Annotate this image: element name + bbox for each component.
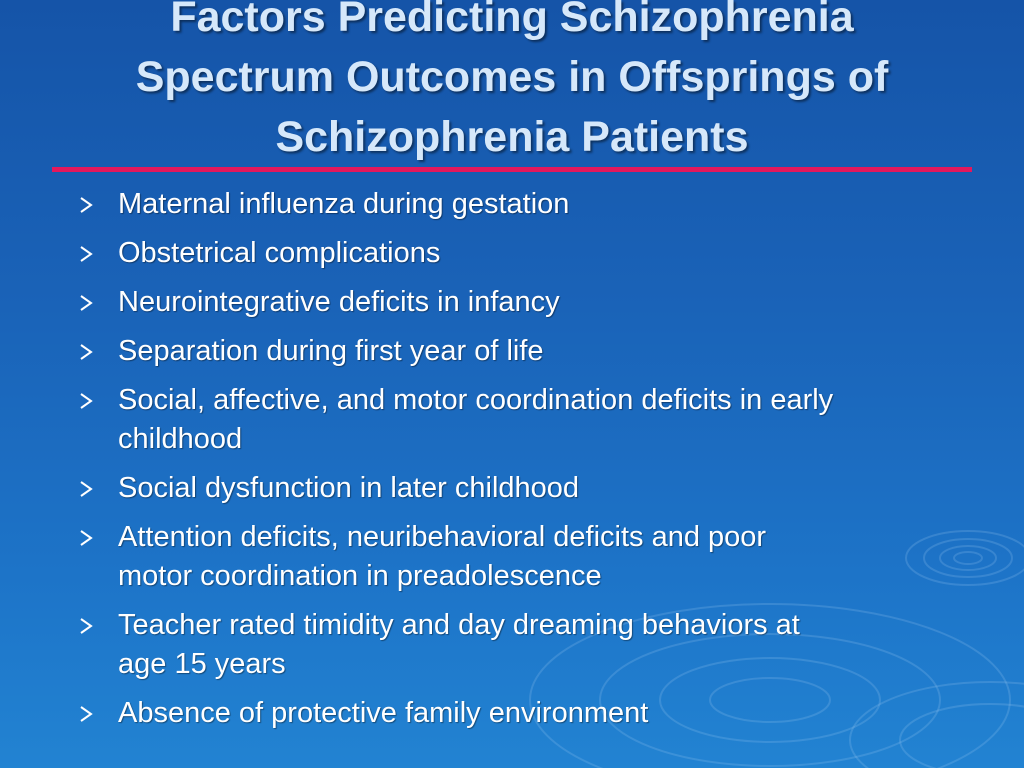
bullet-text: Neurointegrative deficits in infancy bbox=[118, 286, 560, 318]
bullet-text: Attention deficits, neuribehavioral deficits and poor bbox=[118, 521, 767, 553]
chevron-right-icon bbox=[78, 706, 94, 722]
list-item bbox=[78, 606, 978, 684]
chevron-right-icon bbox=[78, 481, 94, 497]
title-line: Schizophrenia Patients bbox=[275, 113, 749, 161]
list-item bbox=[78, 283, 978, 322]
chevron-right-icon bbox=[78, 618, 94, 634]
bullet-text: Teacher rated timidity and day dreaming behaviors at bbox=[118, 609, 800, 641]
bullet-text: Separation during first year of life bbox=[118, 335, 544, 367]
list-item bbox=[78, 185, 978, 224]
bullet-text: Absence of protective family environment bbox=[118, 697, 649, 729]
list-item bbox=[78, 518, 978, 596]
list-item bbox=[78, 694, 978, 733]
list-item bbox=[78, 332, 978, 371]
bullet-text: Social, affective, and motor coordination deficits in early bbox=[118, 384, 834, 416]
bullet-text: childhood bbox=[118, 423, 243, 455]
list-item bbox=[78, 381, 978, 459]
chevron-right-icon bbox=[78, 344, 94, 360]
slide-title bbox=[40, 0, 984, 167]
chevron-right-icon bbox=[78, 530, 94, 546]
bullet-text: Obstetrical complications bbox=[118, 237, 441, 269]
chevron-right-icon bbox=[78, 197, 94, 213]
chevron-right-icon bbox=[78, 246, 94, 262]
title-line: Factors Predicting Schizophrenia bbox=[170, 0, 854, 41]
bullet-text: Maternal influenza during gestation bbox=[118, 188, 570, 220]
bullet-list bbox=[78, 185, 978, 743]
title-line: Spectrum Outcomes in Offsprings of bbox=[135, 53, 889, 101]
chevron-right-icon bbox=[78, 393, 94, 409]
list-item bbox=[78, 469, 978, 508]
bullet-text: age 15 years bbox=[118, 648, 286, 680]
chevron-right-icon bbox=[78, 295, 94, 311]
title-divider bbox=[52, 167, 972, 172]
list-item bbox=[78, 234, 978, 273]
bullet-text: Social dysfunction in later childhood bbox=[118, 472, 580, 504]
bullet-text: motor coordination in preadolescence bbox=[118, 560, 602, 592]
